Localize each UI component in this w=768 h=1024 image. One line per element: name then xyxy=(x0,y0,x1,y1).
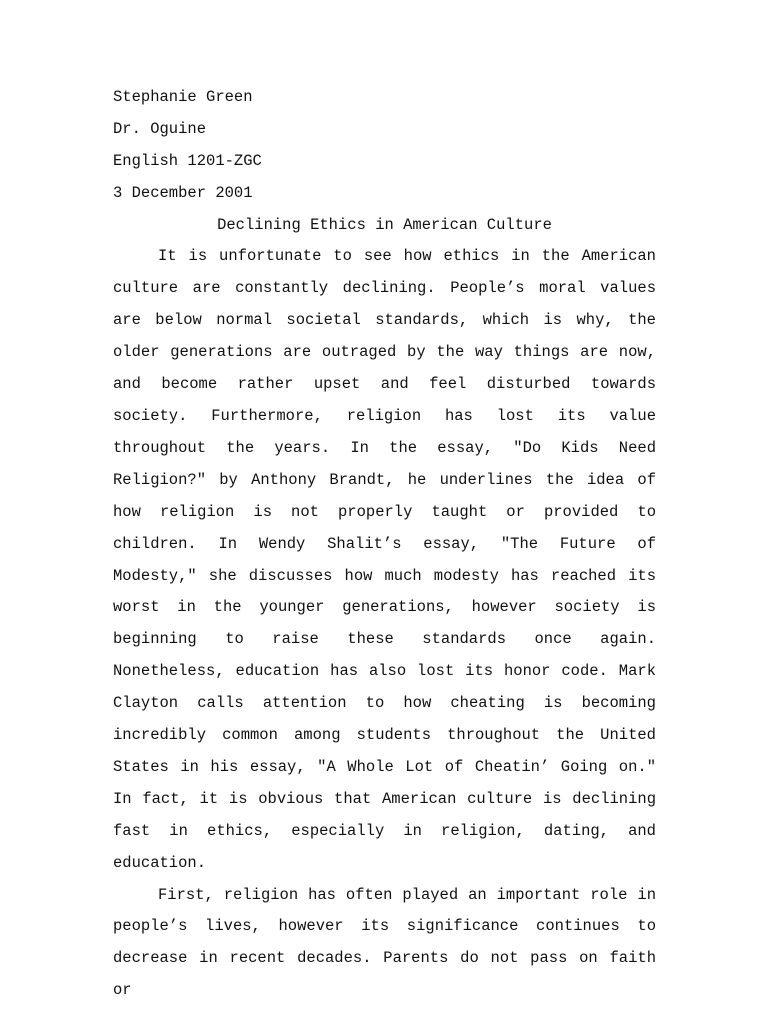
instructor-name: Dr. Oguine xyxy=(113,119,207,138)
paragraph-religion: First, religion has often played an important role in people’s lives, however its significance continues to decrease in recent decades. Parents do not pass on faith or xyxy=(113,885,656,1000)
author-name: Stephanie Green xyxy=(113,88,253,106)
essay-page xyxy=(113,82,656,1007)
course-code: English 1201-ZGC xyxy=(113,151,262,170)
essay-date: 3 December 2001 xyxy=(113,183,253,202)
paragraph-intro: It is unfortunate to see how ethics in the American culture are constantly declining. People’s moral values are below normal societal standards, which is why, the older generations are outraged by the way things are now, and become rather upset and feel disturbed towards society. Furthermore, religion has lost its value throughout the years. In the essay, "Do Kids Need Religion?" by Anthony Brandt, he underlines the idea of how religion is not properly taught or provided to children. In Wendy Shalit’s essay, "The Future of Modesty," she discusses how much modesty has reached its worst in the younger generations, however society is beginning to raise these standards once again. Nonetheless, education has also lost its honor code. Mark Clayton calls attention to how cheating is becoming incredibly common among students throughout the United States in his essay, "A Whole Lot of Cheatin’ Going on." In fact, it is obvious that American culture is declining fast in ethics, especially in religion, dating, and education. xyxy=(113,247,656,872)
essay-title: Declining Ethics in American Culture xyxy=(217,215,552,234)
